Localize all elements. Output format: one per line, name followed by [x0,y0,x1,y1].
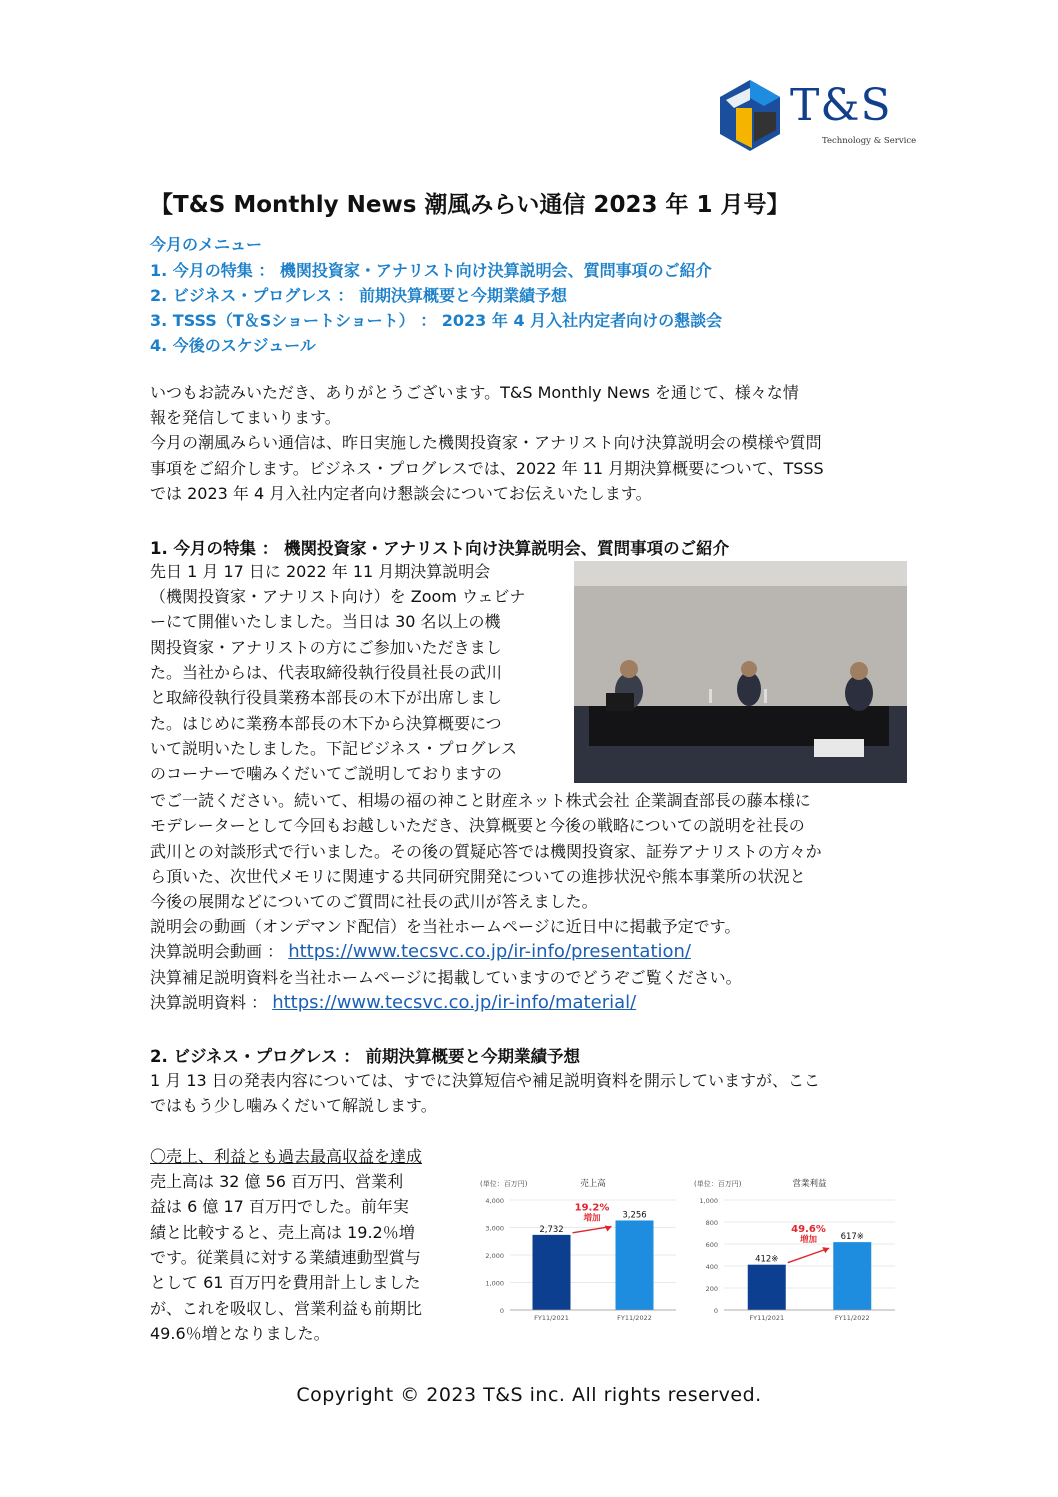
section1-line: と取締役執行役員業務本部長の木下が出席しまし [150,688,503,707]
section2-line: 1 月 13 日の発表内容については、すでに決算短信や補足説明資料を開示していますが、ここ [150,1071,820,1090]
section1-line: 今後の展開などについてのご質問に社長の武川が答えました。 [150,892,598,911]
section2-heading: 2. ビジネス・プログレス ： 前期決算概要と今期業績予想 [150,1047,580,1066]
bar-FY11-2021 [748,1265,786,1310]
x-tick-label: FY11/2021 [749,1314,785,1322]
y-tick-label: 1,000 [699,1197,718,1205]
section1-line: モデレーターとして今回もお越しいただき、決算概要と今後の戦略についての説明を社長の [150,816,805,835]
material-link-row [150,991,636,1015]
bar-FY11-2022 [616,1220,654,1310]
menu-item-1: 1. 今月の特集 ： 機関投資家・アナリスト向け決算説明会、質問事項のご紹介 [150,261,712,280]
bar-value-label: 617※ [840,1232,864,1243]
section1-line: 関投資家・アナリストの方にご参加いただきまし [150,638,502,657]
operating-profit-chart [690,1172,905,1332]
bar-FY11-2021 [533,1235,571,1310]
section1-heading: 1. 今月の特集 ： 機関投資家・アナリスト向け決算説明会、質問事項のご紹介 [150,539,730,558]
growth-word: 増加 [799,1235,818,1246]
section2-body-line: として 61 百万円を費用計上しました [150,1273,421,1292]
section1-line: でご一読ください。続いて、相場の福の神こと財産ネット株式会社 企業調査部長の藤本様に [150,791,811,810]
briefing-photo [574,561,907,783]
material-note: 決算補足説明資料を当社ホームページに掲載していますのでどうぞご覧ください。 [150,968,742,987]
section1-line: のコーナーで噛みくだいてご説明しておりますの [150,764,503,783]
intro-line: 今月の潮風みらい通信は、昨日実施した機関投資家・アナリスト向け決算説明会の模様や質問 [150,433,822,452]
sales-chart [476,1172,686,1332]
company-logo [714,78,794,153]
presentation-video-link[interactable]: https://www.tecsvc.co.jp/ir-info/presentation/ [288,941,691,962]
x-tick-label: FY11/2021 [534,1314,569,1322]
menu-item-2: 2. ビジネス・プログレス ： 前期決算概要と今期業績予想 [150,286,567,305]
bar-value-label: 412※ [755,1254,779,1265]
page-title: 【T&S Monthly News 潮風みらい通信 2023 年 1 月号】 [150,192,790,218]
logo-text: T&S [790,80,892,131]
growth-percent: 49.6% [791,1224,826,1236]
menu-item-3: 3. TSSS（T＆Sショートショート） ： 2023 年 4 月入社内定者向けの懇談会 [150,311,723,330]
section2-line: ではもう少し噛みくだいて解説します。 [150,1096,437,1115]
chart-unit-label: (単位：百万円) [694,1180,742,1188]
section1-line: 説明会の動画（オンデマンド配信）を当社ホームページに近日中に掲載予定です。 [150,917,741,936]
y-tick-label: 200 [705,1285,718,1293]
y-tick-label: 800 [705,1219,718,1227]
x-tick-label: FY11/2022 [617,1314,652,1322]
section1-line: 先日 1 月 17 日に 2022 年 11 月期決算説明会 [150,562,491,581]
section2-body-line: 績と比較すると、売上高は 19.2％増 [150,1223,415,1242]
growth-arrow [788,1248,830,1263]
menu-item-4: 4. 今後のスケジュール [150,336,316,355]
section2-body-line: が、これを吸収し、営業利益も前期比 [150,1299,423,1318]
y-tick-label: 600 [705,1241,718,1249]
intro-line: いつもお読みいただき、ありがとうございます。T&S Monthly News を通じて、様々な情 [150,383,799,402]
growth-percent: 19.2% [574,1202,610,1214]
section1-line: た。当社からは、代表取締役執行役員社長の武川 [150,663,503,682]
x-tick-label: FY11/2022 [834,1314,870,1322]
material-label: 決算説明資料 ： [150,993,273,1012]
intro-line: では 2023 年 4 月入社内定者向け懇談会についてお伝えいたします。 [150,484,652,503]
presentation-material-link[interactable]: https://www.tecsvc.co.jp/ir-info/material/ [272,992,637,1013]
section2-body-line: 売上高は 32 億 56 百万円、営業利 [150,1172,404,1191]
intro-line: 報を発信してまいります。 [150,408,341,427]
video-link-row [150,940,691,964]
section1-line: いて説明いたしました。下記ビジネス・プログレス [150,739,518,758]
section1-line: 武川との対談形式で行いました。その後の質疑応答では機関投資家、証券アナリストの方々か [150,842,822,861]
bar-value-label: 2,732 [539,1224,564,1235]
y-tick-label: 0 [713,1307,718,1315]
section2-body-line: です。従業員に対する業績連動型賞与 [150,1248,421,1267]
y-tick-label: 400 [705,1263,718,1271]
logo-tagline: Technology & Service [822,136,917,146]
section2-body-line: 49.6％増となりました。 [150,1324,330,1343]
section1-line: ーにて開催いたしました。当日は 30 名以上の機 [150,612,501,631]
video-label: 決算説明会動画 ： [150,942,289,961]
section2-body-line: 益は 6 億 17 百万円でした。前年実 [150,1197,409,1216]
y-tick-label: 2,000 [485,1252,504,1260]
section1-line: （機関投資家・アナリスト向け）を Zoom ウェビナ [150,587,526,606]
section1-line: ら頂いた、次世代メモリに関連する共同研究開発についての進捗状況や熊本事業所の状況と [150,867,806,886]
chart-title: 売上高 [580,1179,606,1189]
copyright-footer: Copyright © 2023 T&S inc. All rights reserved. [296,1384,762,1406]
bar-FY11-2022 [833,1242,871,1310]
growth-word: 増加 [583,1213,601,1224]
y-tick-label: 4,000 [485,1197,504,1205]
y-tick-label: 1,000 [485,1279,504,1288]
section2-subheading: 〇売上、利益とも過去最高収益を達成 [150,1147,423,1166]
arrow-head [605,1225,612,1231]
section1-line: た。はじめに業務本部長の木下から決算概要につ [150,714,502,733]
menu-heading: 今月のメニュー [150,235,263,254]
y-tick-label: 3,000 [485,1224,504,1233]
chart-title: 営業利益 [792,1179,827,1189]
y-tick-label: 0 [499,1307,504,1315]
bar-value-label: 3,256 [622,1210,647,1221]
intro-line: 事項をご紹介します。ビジネス・プログレスでは、2022 年 11 月期決算概要について、TSSS [150,459,824,478]
chart-unit-label: (単位：百万円) [480,1180,528,1188]
